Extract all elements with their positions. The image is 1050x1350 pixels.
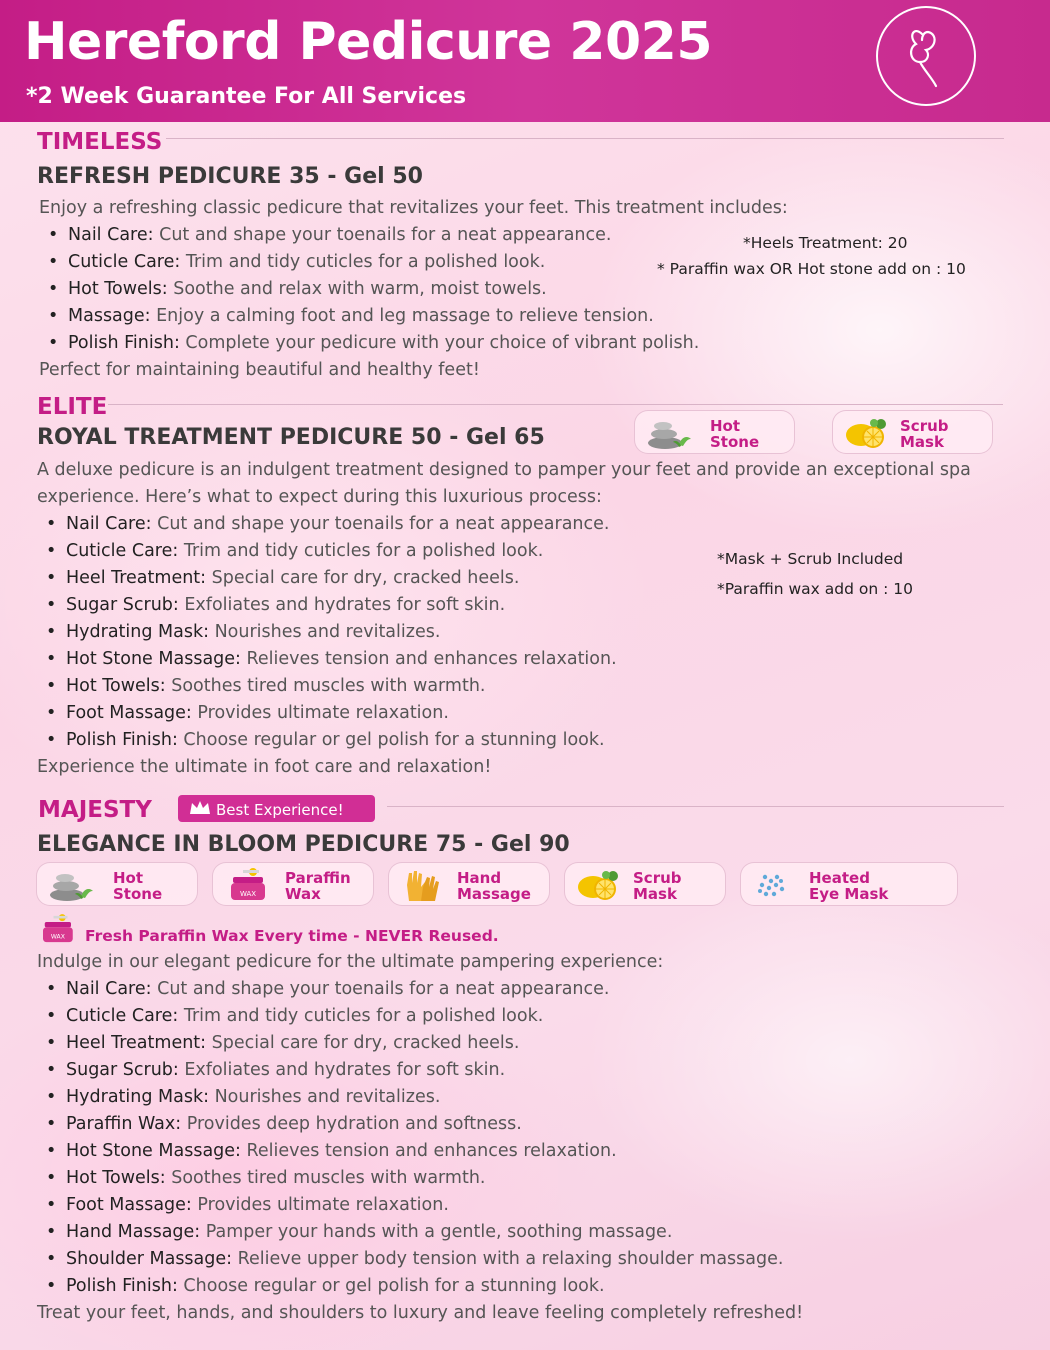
feature-key: Shoulder Massage: <box>66 1249 233 1269</box>
feature-chip-scrub-mask <box>832 410 993 454</box>
chip-label: Massage <box>457 885 531 903</box>
feature-item <box>40 619 617 646</box>
feature-text: Relieve upper body tension with a relaxing shoulder massage. <box>232 1249 784 1269</box>
chip-label: Mask <box>633 885 677 903</box>
feature-chip-hot-stone <box>36 862 198 906</box>
hot-stone-icon <box>645 415 693 451</box>
feature-key: Hand Massage: <box>66 1222 201 1242</box>
feature-key: Nail Care: <box>66 514 152 534</box>
feature-key: Polish Finish: <box>66 1276 178 1296</box>
chip-label: Stone <box>710 433 760 451</box>
feature-text: Provides ultimate relaxation. <box>191 703 449 723</box>
chip-label: Scrub <box>633 869 682 887</box>
wax-jar-icon <box>223 867 271 903</box>
feature-item <box>40 1030 783 1057</box>
feature-chip-paraffin-wax <box>212 862 374 906</box>
feature-text: Exfoliates and hydrates for soft skin. <box>178 1060 506 1080</box>
service-title-elegance: ELEGANCE IN BLOOM PEDICURE 75 - Gel 90 <box>37 832 570 857</box>
feature-item <box>40 1165 783 1192</box>
guarantee-subtitle: *2 Week Guarantee For All Services <box>26 84 467 109</box>
feature-item <box>40 1084 783 1111</box>
feature-key: Hydrating Mask: <box>66 622 209 642</box>
feature-text: Choose regular or gel polish for a stunning look. <box>177 730 605 750</box>
chip-label: Hot <box>710 417 741 435</box>
feature-item <box>40 1057 783 1084</box>
service-title-refresh: REFRESH PEDICURE 35 - Gel 50 <box>37 164 423 189</box>
lemon-scrub-icon <box>575 867 623 903</box>
svg-text:WAX: WAX <box>50 933 65 941</box>
section-label-timeless: TIMELESS <box>37 129 163 155</box>
feature-key: Hot Stone Massage: <box>66 1141 241 1161</box>
chip-label: Stone <box>113 885 163 903</box>
feature-text: Nourishes and revitalizes. <box>209 1087 441 1107</box>
feature-list-elite <box>40 511 617 754</box>
feature-chip-scrub-mask <box>564 862 726 906</box>
feature-text: Soothes tired muscles with warmth. <box>165 676 486 696</box>
chip-label: Heated <box>809 869 870 887</box>
service-outro: Treat your feet, hands, and shoulders to luxury and leave feeling completely refreshed! <box>37 1303 804 1323</box>
feature-key: Cuticle Care: <box>68 252 181 272</box>
header-banner <box>0 0 1050 122</box>
feature-text: Cut and shape your toenails for a neat appearance. <box>153 225 612 245</box>
feature-text: Cut and shape your toenails for a neat appearance. <box>151 979 610 999</box>
feature-text: Provides ultimate relaxation. <box>191 1195 449 1215</box>
feature-item <box>40 727 617 754</box>
chip-label: Mask <box>900 433 944 451</box>
feature-key: Cuticle Care: <box>66 1006 179 1026</box>
chip-label: Hot <box>113 869 144 887</box>
wax-jar-icon <box>36 910 78 948</box>
feature-key: Hydrating Mask: <box>66 1087 209 1107</box>
crown-icon <box>188 798 212 818</box>
feature-key: Sugar Scrub: <box>66 1060 179 1080</box>
feature-item <box>40 976 783 1003</box>
badge-label: Best Experience! <box>216 801 344 819</box>
service-intro: Enjoy a refreshing classic pedicure that revitalizes your feet. This treatment includes: <box>39 198 788 218</box>
feature-text: Soothes tired muscles with warmth. <box>165 1168 486 1188</box>
feature-key: Heel Treatment: <box>66 568 207 588</box>
feature-text: Trim and tidy cuticles for a polished look. <box>178 541 544 561</box>
feature-item <box>40 1192 783 1219</box>
feature-key: Nail Care: <box>68 225 154 245</box>
feature-item <box>40 646 617 673</box>
feature-item <box>40 1111 783 1138</box>
feature-key: Hot Towels: <box>68 279 168 299</box>
steam-drops-icon <box>751 867 799 903</box>
best-experience-badge <box>178 795 375 822</box>
addon-note: *Mask + Scrub Included <box>717 550 904 568</box>
feature-text: Complete your pedicure with your choice of vibrant polish. <box>179 333 700 353</box>
feature-text: Soothe and relax with warm, moist towels. <box>167 279 547 299</box>
section-label-elite: ELITE <box>37 394 108 420</box>
feature-key: Massage: <box>68 306 151 326</box>
feature-item <box>40 673 617 700</box>
feature-item <box>40 1138 783 1165</box>
feature-text: Trim and tidy cuticles for a polished look. <box>178 1006 544 1026</box>
feature-text: Nourishes and revitalizes. <box>209 622 441 642</box>
lemon-scrub-icon <box>843 415 891 451</box>
page-title: Hereford Pedicure 2025 <box>24 12 713 72</box>
addon-note: *Paraffin wax add on : 10 <box>717 580 913 598</box>
feature-item <box>42 330 699 357</box>
addon-note: * Paraffin wax OR Hot stone add on : 10 <box>657 260 966 278</box>
feature-list-majesty <box>40 976 783 1300</box>
stylized-b-logo-icon <box>876 6 976 106</box>
section-divider <box>108 404 1003 405</box>
feature-item <box>42 303 699 330</box>
feature-item <box>42 249 699 276</box>
service-title-royal: ROYAL TREATMENT PEDICURE 50 - Gel 65 <box>37 425 545 450</box>
feature-item <box>40 1246 783 1273</box>
feature-item <box>40 700 617 727</box>
feature-key: Hot Towels: <box>66 676 166 696</box>
feature-chip-hand-massage <box>388 862 550 906</box>
chip-label: Wax <box>285 885 321 903</box>
feature-item <box>40 565 617 592</box>
feature-key: Sugar Scrub: <box>66 595 179 615</box>
feature-text: Trim and tidy cuticles for a polished look. <box>180 252 546 272</box>
chip-label: Eye Mask <box>809 885 889 903</box>
service-intro: Indulge in our elegant pedicure for the ultimate pampering experience: <box>37 952 664 972</box>
hot-stone-icon <box>47 867 95 903</box>
feature-item <box>40 511 617 538</box>
feature-key: Nail Care: <box>66 979 152 999</box>
feature-item <box>40 538 617 565</box>
feature-chip-hot-stone <box>634 410 795 454</box>
hands-icon <box>399 867 447 903</box>
feature-item <box>42 222 699 249</box>
feature-text: Choose regular or gel polish for a stunning look. <box>177 1276 605 1296</box>
feature-item <box>40 1003 783 1030</box>
feature-text: Enjoy a calming foot and leg massage to relieve tension. <box>150 306 654 326</box>
feature-item <box>42 276 699 303</box>
feature-key: Hot Towels: <box>66 1168 166 1188</box>
feature-item <box>40 592 617 619</box>
feature-key: Foot Massage: <box>66 703 192 723</box>
feature-text: Special care for dry, cracked heels. <box>206 1033 520 1053</box>
feature-text: Pamper your hands with a gentle, soothing massage. <box>200 1222 673 1242</box>
service-outro: Experience the ultimate in foot care and relaxation! <box>37 757 492 777</box>
feature-text: Provides deep hydration and softness. <box>181 1114 522 1134</box>
feature-text: Cut and shape your toenails for a neat appearance. <box>151 514 610 534</box>
feature-text: Relieves tension and enhances relaxation. <box>240 1141 617 1161</box>
feature-text: Special care for dry, cracked heels. <box>206 568 520 588</box>
feature-key: Foot Massage: <box>66 1195 192 1215</box>
chip-label: Hand <box>457 869 502 887</box>
service-outro: Perfect for maintaining beautiful and healthy feet! <box>39 360 480 380</box>
feature-key: Heel Treatment: <box>66 1033 207 1053</box>
chip-label: Scrub <box>900 417 949 435</box>
feature-chip-heated-eye-mask <box>740 862 958 906</box>
section-divider <box>166 138 1004 139</box>
feature-key: Cuticle Care: <box>66 541 179 561</box>
svg-text:WAX: WAX <box>239 890 257 898</box>
feature-text: Relieves tension and enhances relaxation. <box>240 649 617 669</box>
feature-list-timeless <box>42 222 699 357</box>
feature-item <box>40 1219 783 1246</box>
feature-key: Paraffin Wax: <box>66 1114 182 1134</box>
addon-note: *Heels Treatment: 20 <box>743 234 908 252</box>
section-label-majesty: MAJESTY <box>38 797 152 823</box>
feature-key: Polish Finish: <box>66 730 178 750</box>
feature-text: Exfoliates and hydrates for soft skin. <box>178 595 506 615</box>
feature-item <box>40 1273 783 1300</box>
service-intro: A deluxe pedicure is an indulgent treatment designed to pamper your feet and provide an exceptional spa experience. Here’s what to expect during this luxurious process: <box>37 460 971 507</box>
chip-label: Paraffin <box>285 869 351 887</box>
feature-key: Hot Stone Massage: <box>66 649 241 669</box>
fresh-wax-note: Fresh Paraffin Wax Every time - NEVER Reused. <box>85 927 499 945</box>
section-divider <box>387 806 1004 807</box>
feature-key: Polish Finish: <box>68 333 180 353</box>
